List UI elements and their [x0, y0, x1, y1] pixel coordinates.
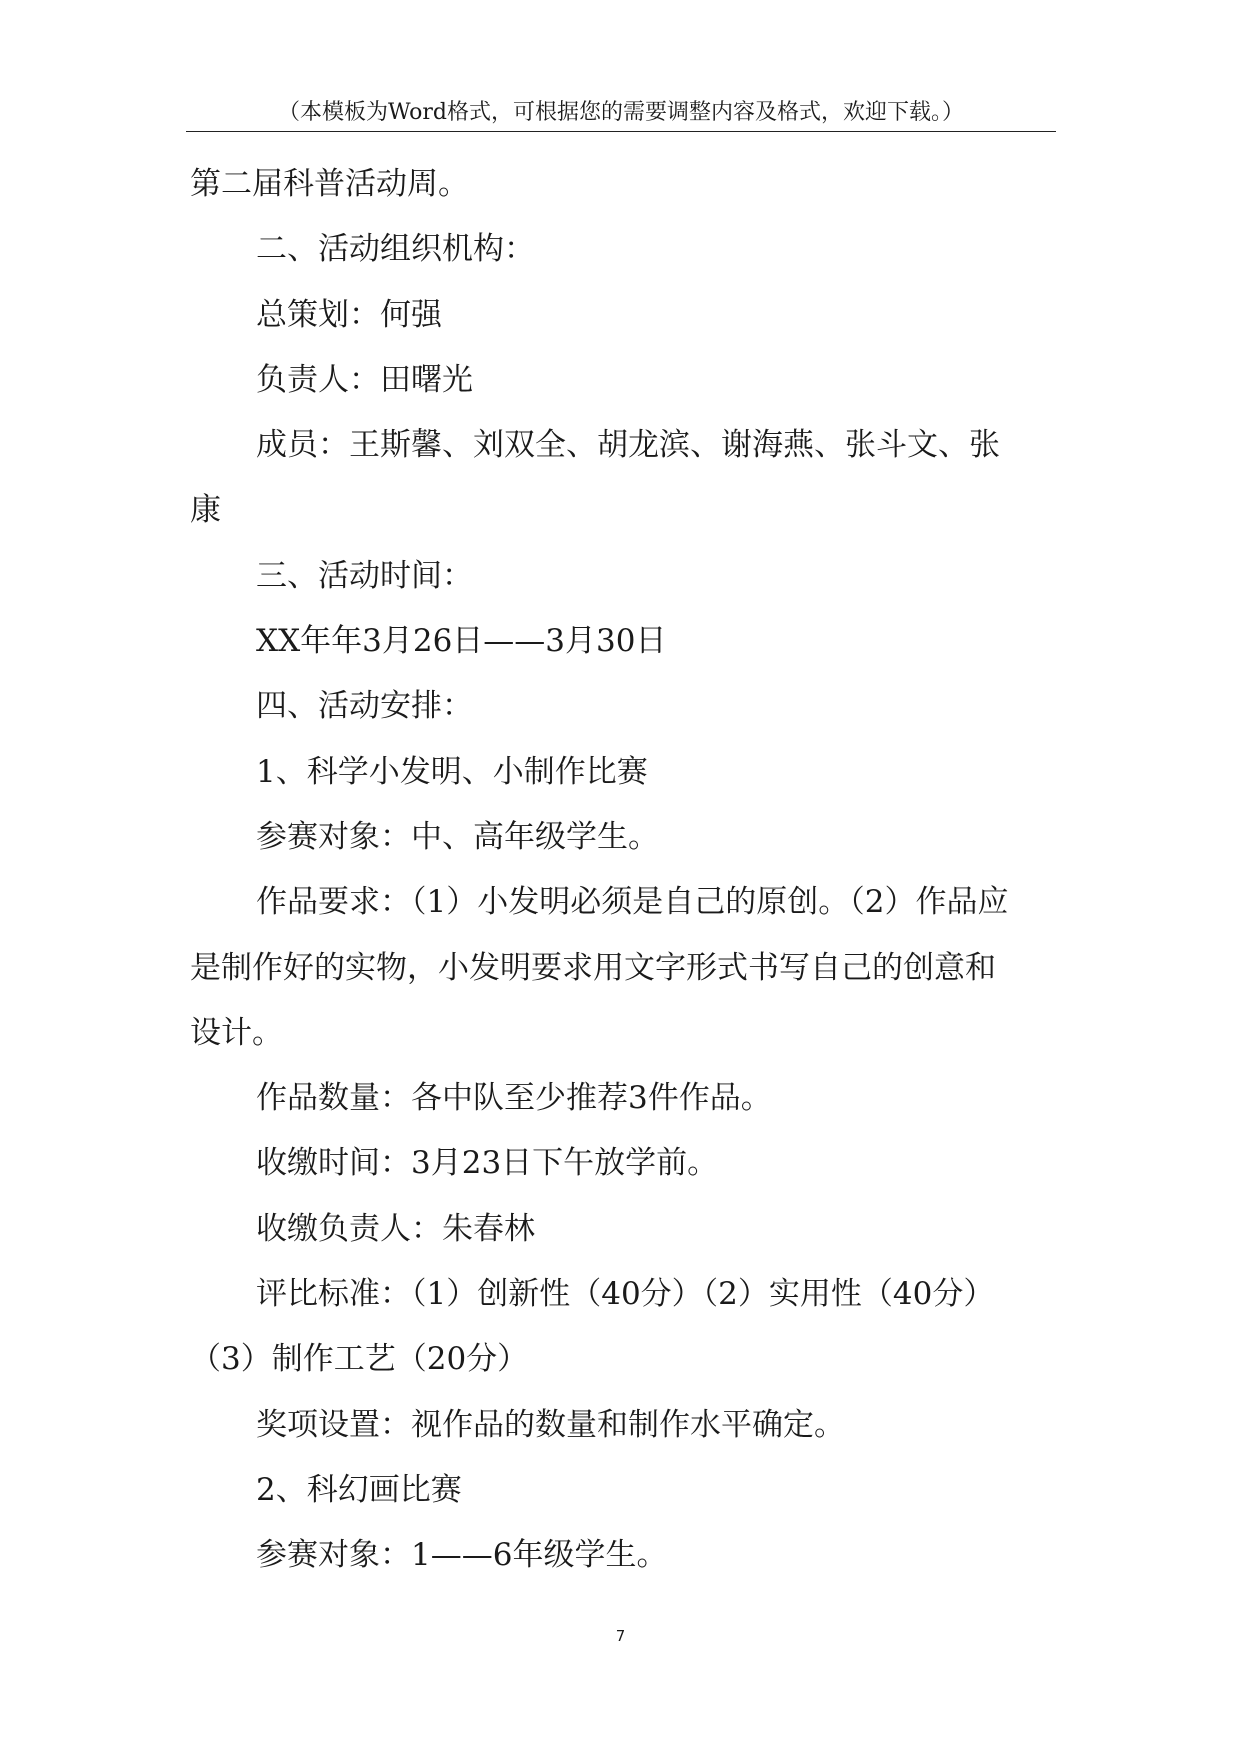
body-line: 收缴时间：3月23日下午放学前。	[256, 1145, 719, 1182]
page-header-note: （本模板为Word格式，可根据您的需要调整内容及格式，欢迎下载。）	[278, 100, 964, 125]
subsection-heading: 2、科幻画比赛	[256, 1471, 462, 1508]
body-line: 是制作好的实物，小发明要求用文字形式书写自己的创意和	[190, 949, 996, 986]
body-line: 参赛对象：1——6年级学生。	[256, 1537, 668, 1574]
body-line: 设计。	[190, 1014, 283, 1051]
page-number: 7	[615, 1627, 626, 1645]
body-line: 作品要求：（1）小发明必须是自己的原创。（2）作品应	[256, 884, 1009, 921]
body-line: 总策划：何强	[256, 296, 442, 333]
subsection-heading: 1、科学小发明、小制作比赛	[256, 753, 648, 790]
document-body	[190, 152, 1058, 1589]
body-line: 奖项设置：视作品的数量和制作水平确定。	[256, 1406, 845, 1443]
section-heading-organization: 二、活动组织机构：	[256, 231, 535, 268]
body-line: 收缴负责人：朱春林	[256, 1210, 535, 1247]
body-line: 参赛对象：中、高年级学生。	[256, 818, 659, 855]
body-line: 康	[190, 492, 221, 529]
body-line: （3）制作工艺（20分）	[190, 1341, 529, 1378]
body-line: 作品数量：各中队至少推荐3件作品。	[256, 1080, 772, 1117]
header-divider	[186, 131, 1056, 132]
body-line: 成员：王斯馨、刘双全、胡龙滨、谢海燕、张斗文、张	[256, 427, 1000, 464]
section-heading-arrangement: 四、活动安排：	[256, 688, 473, 725]
body-line: 第二届科普活动周。	[190, 166, 469, 202]
section-heading-time: 三、活动时间：	[256, 557, 473, 594]
body-line: XX年年3月26日——3月30日	[256, 623, 667, 660]
body-line: 负责人：田曙光	[256, 361, 473, 398]
body-line: 评比标准：（1）创新性（40分）（2）实用性（40分）	[256, 1276, 995, 1313]
